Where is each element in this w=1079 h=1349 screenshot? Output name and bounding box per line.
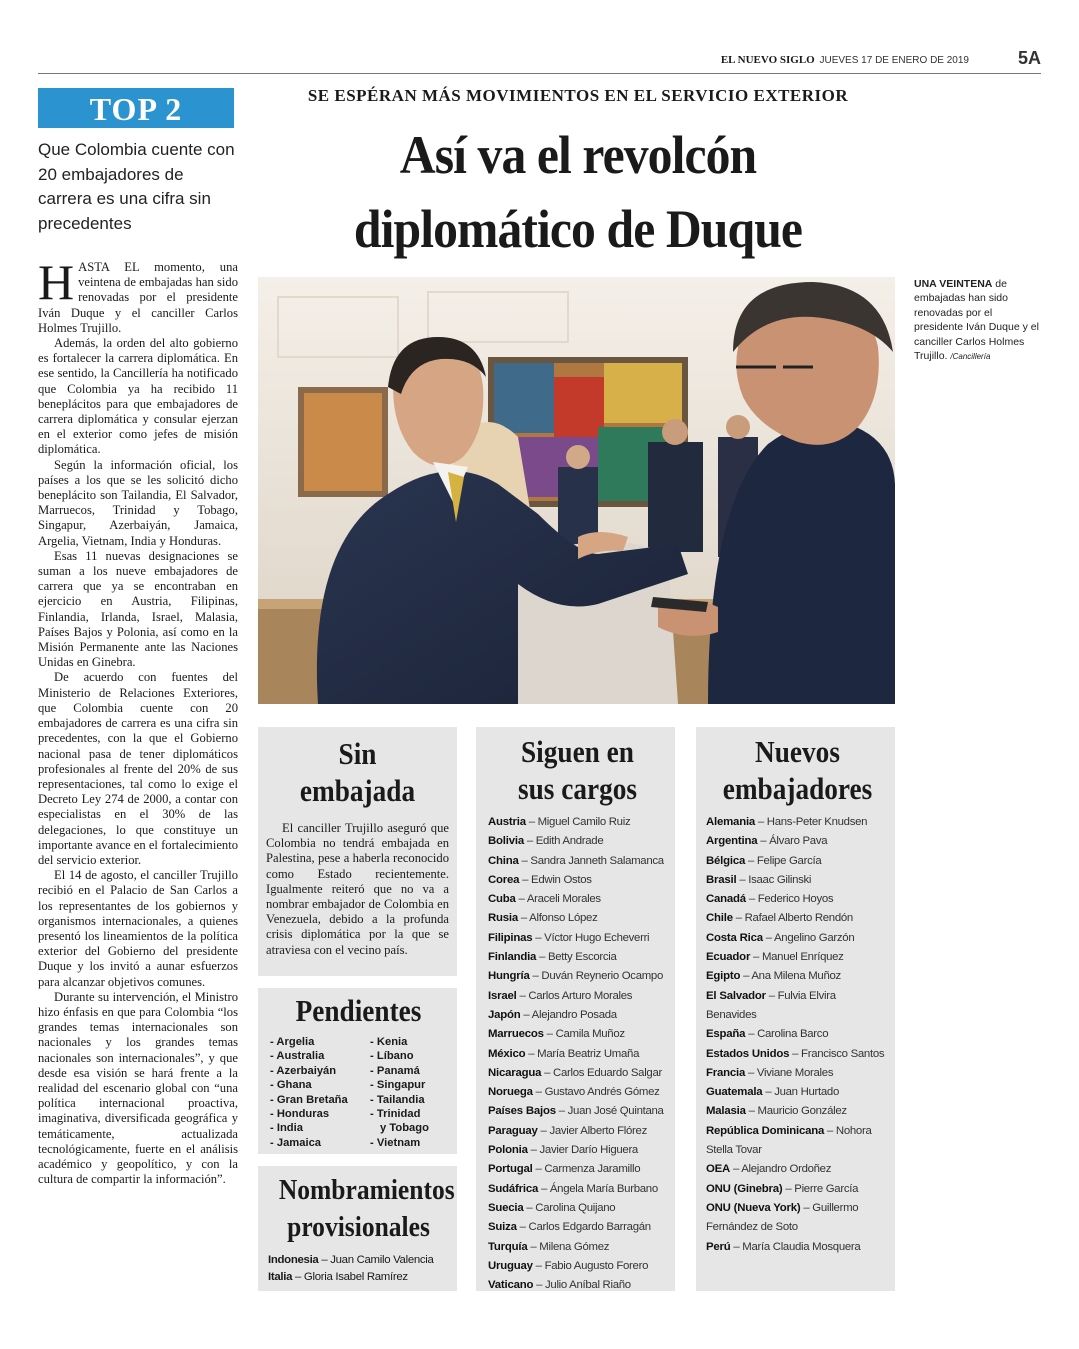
list-item: Bélgica – Felipe García <box>706 854 822 867</box>
list-item: Argentina – Álvaro Pava <box>706 835 828 848</box>
list-item: El Salvador – Fulvia Elvira Benavides <box>706 989 836 1021</box>
list-item-continuation: y Tobago <box>380 1122 429 1135</box>
list-item: Rusia – Alfonso López <box>488 912 598 925</box>
news-photo <box>258 277 895 704</box>
list-item: Uruguay – Fabio Augusto Forero <box>488 1259 649 1272</box>
list-item: España – Carolina Barco <box>706 1028 829 1041</box>
list-item: República Dominicana – Nohora Stella Tovar <box>706 1124 872 1157</box>
nuevos-title-1: Nuevos <box>755 734 840 769</box>
list-item: Portugal – Carmenza Jaramillo <box>488 1163 641 1176</box>
list-item: - Azerbaiyán <box>270 1064 370 1078</box>
top-quote: Que Colombia cuente con 20 embajadores de carrera es una cifra sin precedentes <box>38 140 235 233</box>
issue-date: JUEVES 17 DE ENERO DE 2019 <box>819 55 969 66</box>
pendientes-list-1 <box>270 1035 370 1150</box>
headline-line-1: Así va el revolcón <box>399 125 757 185</box>
list-item: Turquía – Milena Gómez <box>488 1240 610 1253</box>
list-item: Cuba – Araceli Morales <box>488 893 601 906</box>
list-item: - Kenia <box>370 1035 447 1049</box>
list-item: Guatemala – Juan Hurtado <box>706 1086 840 1099</box>
paragraph: Según la información oficial, los países a los que se les solicitó dicho beneplácito son Tailandia, El Salvador, Marruecos, Trinidad y Tobago, Singapur, Azerbaiyán, Jamaica, Argelia, Vietnam, India y Honduras. <box>38 457 238 548</box>
list-item: - Singapur <box>370 1078 447 1092</box>
list-item: - Honduras <box>270 1107 370 1121</box>
list-item: Francia – Viviane Morales <box>706 1066 834 1079</box>
list-item: Filipinas – Víctor Hugo Echeverri <box>488 931 650 944</box>
provisionales-box <box>258 1166 457 1291</box>
list-item: ONU (Ginebra) – Pierre García <box>706 1182 859 1195</box>
drop-cap: H <box>38 254 75 310</box>
list-item: Suecia – Carolina Quijano <box>488 1201 616 1214</box>
sin-embajada-title-1: Sin <box>338 736 377 771</box>
list-item: Polonia – Javier Darío Higuera <box>488 1144 638 1157</box>
headline <box>284 118 873 266</box>
nuevos-list <box>706 813 889 1257</box>
list-item: - Trinidad <box>370 1107 447 1121</box>
photo-credit: /Cancillería <box>950 352 991 362</box>
list-item: - Tailandia <box>370 1093 447 1107</box>
list-item: Nicaragua – Carlos Eduardo Salgar <box>488 1066 662 1079</box>
list-item: Italia – Gloria Isabel Ramírez <box>268 1271 408 1283</box>
list-item: Noruega – Gustavo Andrés Gómez <box>488 1086 660 1099</box>
pendientes-title: Pendientes <box>295 993 422 1028</box>
list-item: - India <box>270 1121 370 1135</box>
list-item: - Líbano <box>370 1049 447 1063</box>
list-item: Estados Unidos – Francisco Santos <box>706 1047 885 1060</box>
list-item: Perú – María Claudia Mosquera <box>706 1240 861 1253</box>
nuevos-box <box>696 727 895 1291</box>
pendientes-box <box>258 988 457 1154</box>
kicker: SE ESPÉRAN MÁS MOVIMIENTOS EN EL SERVICIO EXTERIOR <box>307 86 849 105</box>
masthead <box>38 48 1041 74</box>
provisionales-title-1: Nombramientos <box>278 1174 455 1206</box>
nuevos-title-2: embajadores <box>722 771 873 806</box>
list-item: Israel – Carlos Arturo Morales <box>488 989 633 1002</box>
lead-paragraph: HASTA EL momento, una veintena de embajadas han sido renovadas por el presidente Iván Duque y el canciller Carlos Holmes Trujillo. <box>38 254 238 335</box>
article-body <box>38 254 239 1187</box>
caption-text: de embajadas han sido renovadas por el presidente Iván Duque y el canciller Carlos Holmes Trujillo. <box>914 278 1039 363</box>
list-item: - Jamaica <box>270 1136 370 1150</box>
pendientes-list-2 <box>370 1035 447 1150</box>
provisionales-title-2: provisionales <box>287 1211 430 1243</box>
list-item: Paraguay – Javier Alberto Flórez <box>488 1124 647 1137</box>
list-item: Brasil – Isaac Gilinski <box>706 873 812 886</box>
list-item: - Panamá <box>370 1064 447 1078</box>
list-item: Corea – Edwin Ostos <box>488 873 592 886</box>
list-item: Japón – Alejandro Posada <box>488 1008 617 1021</box>
list-item: Ecuador – Manuel Enríquez <box>706 951 844 964</box>
list-item: Canadá – Federico Hoyos <box>706 893 834 906</box>
list-item: Malasia – Mauricio González <box>706 1105 847 1118</box>
list-item: China – Sandra Janneth Salamanca <box>488 854 664 867</box>
list-item: Finlandia – Betty Escorcia <box>488 951 617 964</box>
list-item: - Australia <box>270 1049 370 1063</box>
paragraph: El 14 de agosto, el canciller Trujillo recibió en el Palacio de San Carlos a los representantes de los gobiernos y organismos internacionales, a quienes presentó los lineamientos de la política exterior del Gobierno del presidente Duque y los invitó a aunar esfuerzos para alcanzar objetivos comunes. <box>38 868 238 989</box>
list-item: - Argelia <box>270 1035 370 1049</box>
list-item: Austria – Miguel Camilo Ruiz <box>488 816 631 828</box>
siguen-title-1: Siguen en <box>521 734 634 769</box>
photo-caption <box>914 277 1044 364</box>
list-item: Bolivia – Edith Andrade <box>488 835 604 848</box>
list-item: Países Bajos – Juan José Quintana <box>488 1105 664 1118</box>
siguen-box <box>476 727 675 1291</box>
list-item: ONU (Nueva York) – Guillermo Fernández de Soto <box>706 1201 859 1234</box>
list-item: Indonesia – Juan Camilo Valencia <box>268 1254 434 1266</box>
list-item: - Ghana <box>270 1078 370 1092</box>
list-item: Suiza – Carlos Edgardo Barragán <box>488 1221 651 1234</box>
list-item: Alemania – Hans-Peter Knudsen <box>706 816 868 828</box>
siguen-title-2: sus cargos <box>518 771 637 806</box>
sin-embajada-text: El canciller Trujillo aseguró que Colombia no tendrá embajada en Palestina, pese a haberla reconocido como Estado recientemente. Igualmente reiteró que no va a nombrar embajador de Colombia en Venezuela, debido a la profunda crisis diplomática por la que se atraviesa con el vecino país. <box>266 821 449 957</box>
photo-illustration <box>258 277 895 704</box>
sin-embajada-box <box>258 727 457 976</box>
sin-embajada-title-2: embajada <box>299 773 416 808</box>
caption-lead: UNA VEINTENA <box>914 278 993 290</box>
list-item: Vaticano – Julio Aníbal Riaño <box>488 1279 631 1292</box>
paragraph: De acuerdo con fuentes del Ministerio de Relaciones Exteriores, que Colombia cuente con 20 embajadores de carrera es una cifra sin precedentes, con la que el Gobierno nacional pasa de tener diplomáticos profesionales al frente del 20% de sus representaciones, tal como lo exige el Decreto Ley 274 de 2000, a contar con especialistas en el 30% de las delegaciones, lo que constituye un importante avance en el fortalecimiento del servicio exterior. <box>38 670 239 867</box>
list-item: Costa Rica – Angelino Garzón <box>706 931 855 944</box>
page-number: 5A <box>1017 48 1041 68</box>
list-item: Marruecos – Camila Muñoz <box>488 1028 625 1041</box>
list-item: Hungría – Duván Reynerio Ocampo <box>488 970 663 983</box>
list-item: Egipto – Ana Milena Muñoz <box>706 970 841 983</box>
list-item: Sudáfrica – Ángela María Burbano <box>488 1182 658 1195</box>
paragraph: Durante su intervención, el Ministro hizo énfasis en que para Colombia “los grandes temas internacionales son nacionales y los grandes temas nacionales son internacionales”, y que desde esa visión se hará frente a la realidad del escenario global con “una política internacional proactiva, imaginativa, diversificada geográfica y temáticamente, actualizada tecnológicamente, fuerte en el análisis académico y geopolítico, y con la cultura de compartir la información”. <box>38 989 238 1187</box>
newspaper-name: EL NUEVO SIGLO JUEVES 17 DE ENERO DE 2019 <box>720 54 969 66</box>
list-item: México – María Beatriz Umaña <box>488 1047 640 1060</box>
list-item: Chile – Rafael Alberto Rendón <box>706 912 853 925</box>
list-item: - Gran Bretaña <box>270 1093 370 1107</box>
list-item: OEA – Alejandro Ordoñez <box>706 1163 832 1176</box>
siguen-list <box>488 813 667 1295</box>
paragraph: Esas 11 nuevas designaciones se suman a los nueve embajadores de carrera que ya se encontraban en ejercicio en Austria, Filipinas, Finlandia, Irlanda, Israel, Malasia, Países Bajos y Polonia, así como en la Misión Permanente ante las Naciones Unidas en Ginebra. <box>38 548 238 670</box>
top-badge: TOP 2 <box>38 88 234 128</box>
headline-line-2: diplomático de Duque <box>353 199 803 259</box>
paragraph: Además, la orden del alto gobierno es fortalecer la carrera diplomática. En ese sentido, la Cancillería ha notificado que Colombia ya ha recibido 11 beneplácitos para que embajadores de carrera diplomática y consular ejerzan en el exterior como jefes de misión diplomática. <box>38 336 238 457</box>
list-item: - Vietnam <box>370 1136 447 1150</box>
